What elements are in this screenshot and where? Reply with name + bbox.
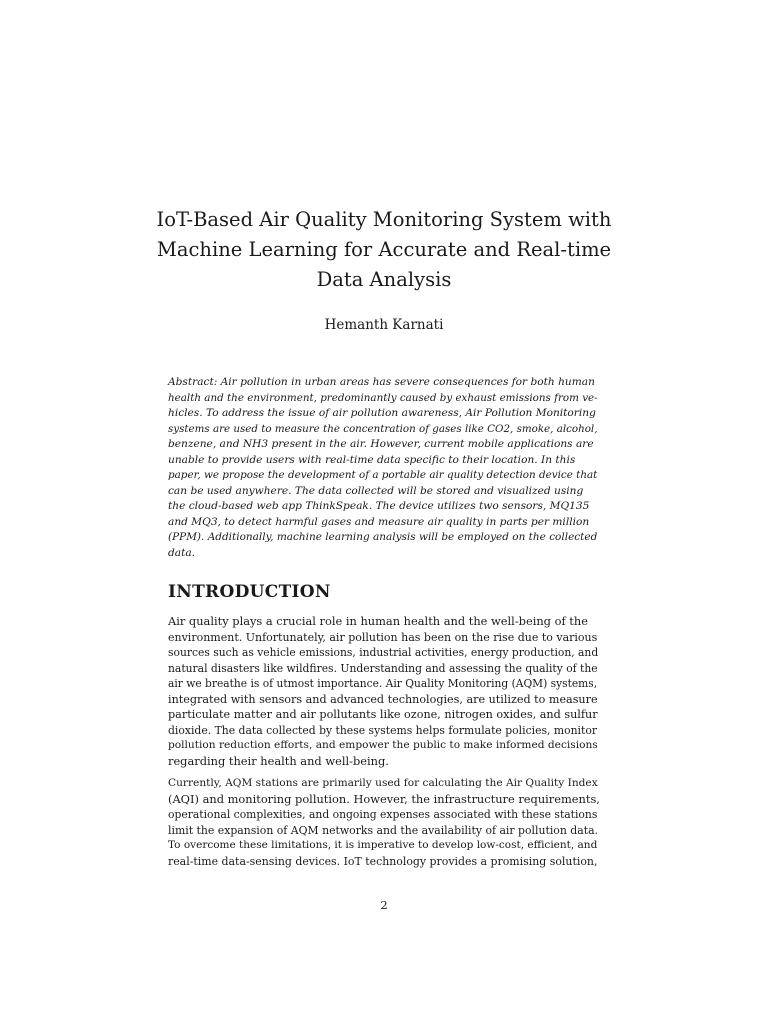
paragraph-line: environment. Unfortunately, air pollution has been on the rise due to various [168, 630, 598, 644]
paragraph-line: limit the expansion of AQM networks and the availability of air pollution data. [168, 823, 599, 837]
abstract-line: systems are used to measure the concentration of gases like CO2, smoke, alcohol, [168, 422, 598, 435]
paragraph-line: dioxide. The data collected by these systems helps formulate policies, monitor [168, 723, 598, 737]
paragraph-line: natural disasters like wildfires. Understanding and assessing the quality of the [168, 661, 598, 675]
paragraph-line: (AQI) and monitoring pollution. However, the infrastructure requirements, [168, 791, 600, 806]
paragraph-line: particulate matter and air pollutants like ozone, nitrogen oxides, and sulfur [168, 708, 598, 721]
paragraph-line: operational complexities, and ongoing expenses associated with these stations [168, 808, 598, 821]
abstract-line: benzene, and NH3 present in the air. However, current mobile applications are [168, 438, 594, 450]
abstract-line: unable to provide users with real-time data specific to their location. In this [168, 453, 576, 466]
section-heading-introduction: INTRODUCTION [168, 582, 331, 602]
title-line: Data Analysis [316, 268, 452, 291]
abstract-line: paper, we propose the development of a portable air quality detection device that [168, 469, 598, 481]
abstract-line: Abstract: Air pollution in urban areas has severe consequences for both human [168, 376, 595, 388]
paragraph-line: Currently, AQM stations are primarily used for calculating the Air Quality Index [168, 777, 598, 789]
abstract-line: health and the environment, predominantly caused by exhaust emissions from ve- [168, 391, 598, 404]
title-line: IoT-Based Air Quality Monitoring System with [156, 208, 612, 231]
paragraph-line: air we breathe is of utmost importance. Air Quality Monitoring (AQM) systems, [168, 677, 598, 690]
paper-title [150, 205, 618, 295]
introduction-paragraph-1 [168, 614, 600, 769]
abstract-line: the cloud-based web app ThinkSpeak. The device utilizes two sensors, MQ135 [168, 500, 590, 512]
abstract-line: can be used anywhere. The data collected will be stored and visualized using [168, 484, 584, 497]
paragraph-line: integrated with sensors and advanced technologies, are utilized to measure [168, 692, 598, 706]
abstract-line: (PPM). Additionally, machine learning analysis will be employed on the collected [168, 531, 598, 543]
author-name: Hemanth Karnati [324, 317, 444, 333]
page-number: 2 [380, 898, 388, 912]
paragraph-line: To overcome these limitations, it is imperative to develop low-cost, efficient, and [168, 839, 598, 851]
paragraph-line: sources such as vehicle emissions, industrial activities, energy production, and [168, 646, 599, 659]
paragraph-line: Air quality plays a crucial role in human health and the well-being of the [168, 614, 588, 628]
paragraph-line: real-time data-sensing devices. IoT technology provides a promising solution, [168, 854, 598, 868]
introduction-paragraph-2 [168, 776, 600, 869]
abstract-line: hicles. To address the issue of air pollution awareness, Air Pollution Monitoring [168, 407, 596, 419]
abstract [168, 375, 600, 561]
abstract-line: data. [168, 546, 196, 559]
paragraph-line: pollution reduction efforts, and empower the public to make informed decisions [168, 739, 598, 751]
abstract-line: and MQ3, to detect harmful gases and measure air quality in parts per million [168, 515, 590, 528]
paragraph-line: regarding their health and well-being. [168, 753, 389, 768]
title-line: Machine Learning for Accurate and Real-time [156, 238, 612, 261]
